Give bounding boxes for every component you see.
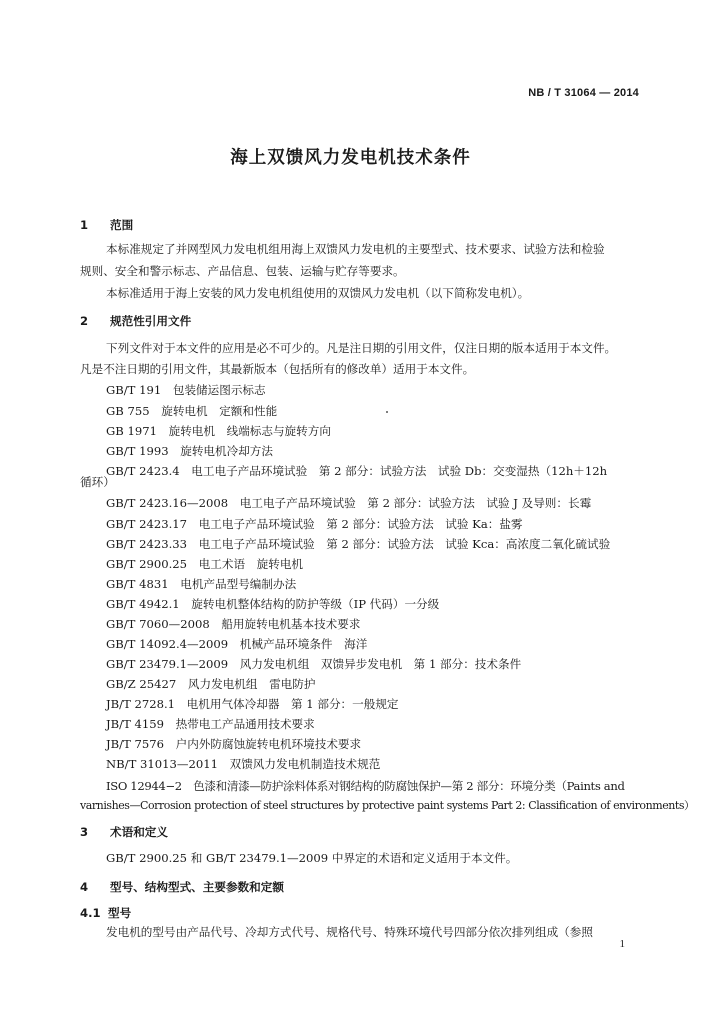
- reference-title: 船用旋转电机基本技术要求: [221, 617, 361, 631]
- section-4-1-heading: [80, 906, 131, 920]
- reference-title: 电工术语 旋转电机: [198, 557, 304, 571]
- reference-code: GB/T 2900.25: [106, 557, 188, 571]
- reference-item: [106, 383, 266, 397]
- section-3-heading: [80, 825, 168, 839]
- reference-title: 风力发电机组 雷电防护: [187, 677, 316, 691]
- reference-item: [106, 557, 303, 571]
- section-number: 4: [80, 880, 89, 894]
- reference-continuation: 循环）: [80, 475, 115, 489]
- reference-item: [106, 737, 361, 751]
- reference-title: 旋转电机冷却方法: [180, 444, 273, 458]
- reference-item: [106, 517, 523, 531]
- reference-code: GB/T 2423.33: [106, 537, 188, 551]
- reference-item: [106, 617, 360, 631]
- section-number: 2: [80, 314, 89, 328]
- section-title: 术语和定义: [110, 825, 168, 839]
- reference-item: [106, 577, 296, 591]
- reference-code: JB/T 4159: [106, 717, 164, 731]
- reference-item: [106, 657, 521, 671]
- reference-code: GB/T 7060—2008: [106, 617, 210, 631]
- section-number: 3: [80, 825, 89, 839]
- standard-code: NB / T 31064 — 2014: [528, 87, 639, 99]
- reference-title: 电机产品型号编制办法: [180, 577, 297, 591]
- paragraph-line: 规则、安全和警示标志、产品信息、包装、运输与贮存等要求。: [80, 264, 405, 278]
- paragraph-line: 凡是不注日期的引用文件，其最新版本（包括所有的修改单）适用于本文件。: [80, 362, 475, 376]
- document-title: 海上双馈风力发电机技术条件: [230, 148, 471, 168]
- reference-item: [106, 464, 607, 478]
- reference-code: GB/T 14092.4—2009: [106, 637, 229, 651]
- reference-code: GB/T 1993: [106, 444, 169, 458]
- section-title: 规范性引用文件: [110, 314, 192, 328]
- reference-item: [106, 779, 625, 793]
- reference-title: 机械产品环境条件 海洋: [239, 637, 368, 651]
- paragraph-line: 下列文件对于本文件的应用是必不可少的。凡是注日期的引用文件，仅注日期的版本适用于本文件。: [106, 341, 617, 355]
- reference-item: [106, 757, 380, 771]
- paragraph-line: 本标准规定了并网型风力发电机组用海上双馈风力发电机的主要型式、技术要求、试验方法和检验: [106, 242, 605, 256]
- reference-title: 旋转电机整体结构的防护等级（IP 代码）一分级: [191, 597, 440, 611]
- reference-title: 双馈风力发电机制造技术规范: [229, 757, 381, 771]
- reference-title: 包装储运图示标志: [172, 383, 266, 397]
- reference-title: 电工电子产品环境试验 第 2 部分：试验方法 试验 J 及导则：长霉: [239, 496, 592, 510]
- section-title: 范围: [110, 218, 134, 232]
- reference-title: 旋转电机 定额和性能: [161, 404, 278, 418]
- reference-item: [106, 677, 315, 691]
- reference-title: 电机用气体冷却器 第 1 部分：一般规定: [186, 697, 399, 711]
- section-number: 1: [80, 218, 89, 232]
- reference-code: GB/T 2423.16—2008: [106, 496, 229, 510]
- reference-item: [106, 404, 277, 418]
- reference-item: [106, 424, 331, 438]
- paragraph: GB/T 2900.25 和 GB/T 23479.1—2009 中界定的术语和定义适用于本文件。: [106, 851, 518, 865]
- reference-title: 色漆和清漆—防护涂料体系对钢结构的防腐蚀保护—第 2 部分：环境分类（Paints and: [193, 779, 625, 793]
- reference-code: JB/T 7576: [106, 737, 164, 751]
- section-title: 型号: [108, 906, 132, 920]
- reference-code: GB/T 191: [106, 383, 162, 397]
- reference-code: GB/T 4942.1: [106, 597, 180, 611]
- section-4-heading: [80, 880, 284, 894]
- reference-code: ISO 12944−2: [106, 779, 182, 793]
- reference-code: JB/T 2728.1: [106, 697, 176, 711]
- reference-code: GB/T 23479.1—2009: [106, 657, 229, 671]
- section-number: 4.1: [80, 906, 101, 920]
- paragraph: 本标准适用于海上安装的风力发电机组使用的双馈风力发电机（以下简称发电机）。: [106, 286, 530, 300]
- reference-item: [106, 697, 399, 711]
- reference-code: GB/Z 25427: [106, 677, 177, 691]
- reference-item: [106, 537, 610, 551]
- section-1-heading: [80, 218, 133, 232]
- reference-item: [106, 597, 439, 611]
- section-title: 型号、结构型式、主要参数和定额: [110, 880, 284, 894]
- reference-code: GB/T 2423.4: [106, 464, 180, 478]
- reference-item: [106, 444, 273, 458]
- reference-title: 风力发电机组 双馈异步发电机 第 1 部分：技术条件: [239, 657, 522, 671]
- reference-item: [106, 717, 315, 731]
- paragraph-line: 发电机的型号由产品代号、冷却方式代号、规格代号、特殊环境代号四部分依次排列组成（参照: [106, 925, 593, 939]
- reference-code: GB/T 2423.17: [106, 517, 188, 531]
- reference-title: 户内外防腐蚀旋转电机环境技术要求: [175, 737, 362, 751]
- reference-title: 电工电子产品环境试验 第 2 部分：试验方法 试验 Ka：盐雾: [198, 517, 523, 531]
- reference-code: NB/T 31013—2011: [106, 757, 218, 771]
- reference-code: GB/T 4831: [106, 577, 169, 591]
- section-2-heading: [80, 314, 191, 328]
- reference-code: GB 1971: [106, 424, 157, 438]
- reference-code: GB 755: [106, 404, 150, 418]
- reference-title: 热带电工产品通用技术要求: [175, 717, 315, 731]
- reference-title: 电工电子产品环境试验 第 2 部分：试验方法 试验 Kca：高浓度二氧化硫试验: [198, 537, 611, 551]
- reference-title: 旋转电机 线端标志与旋转方向: [168, 424, 331, 438]
- reference-item: [106, 496, 591, 510]
- reference-title: 电工电子产品环境试验 第 2 部分：试验方法 试验 Db：交变湿热（12h＋12h: [191, 464, 608, 478]
- page-number: 1: [619, 938, 625, 950]
- reference-item: [106, 637, 367, 651]
- speck-mark: [386, 411, 388, 413]
- reference-continuation: varnishes—Corrosion protection of steel structures by protective paint systems Part 2: Classification of environments）: [80, 799, 695, 812]
